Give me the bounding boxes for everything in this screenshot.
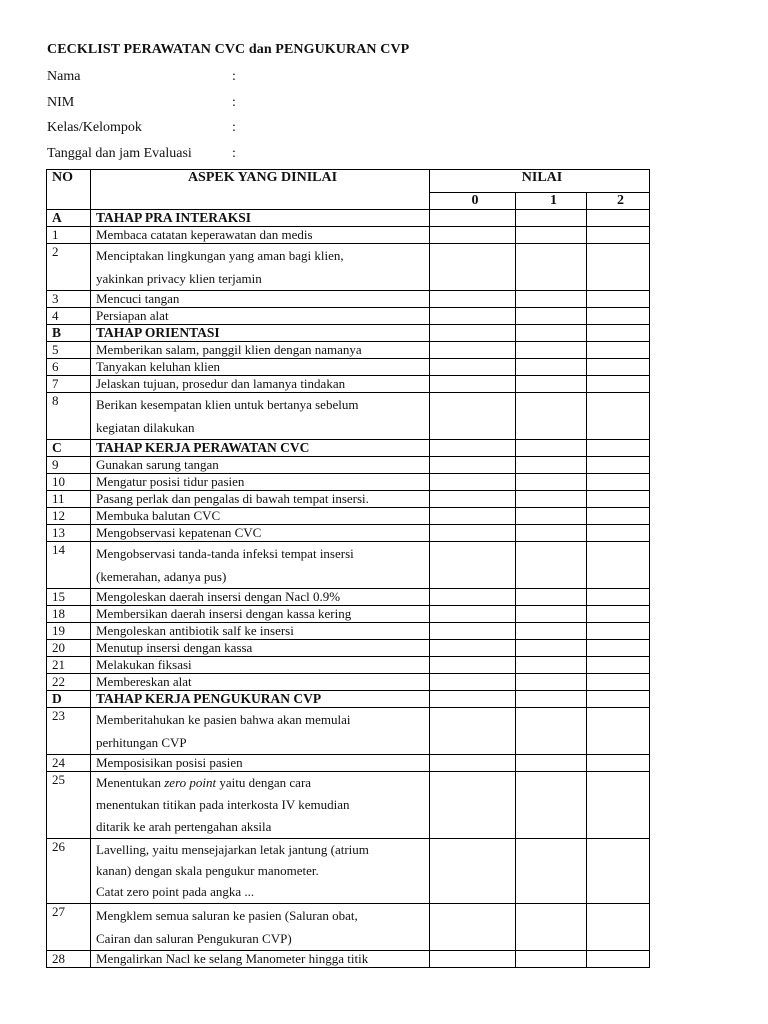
score-cell-0[interactable]	[430, 606, 516, 623]
row-aspect-text	[91, 440, 430, 457]
row-aspect-text	[91, 542, 430, 589]
row-aspect-text	[91, 691, 430, 708]
score-header-1: 1	[516, 193, 587, 210]
score-cell-0[interactable]	[430, 474, 516, 491]
field-nama	[47, 69, 236, 85]
score-cell-2[interactable]	[587, 308, 650, 325]
score-cell-0[interactable]	[430, 589, 516, 606]
score-cell-2[interactable]	[587, 708, 650, 755]
score-cell-2[interactable]	[587, 393, 650, 440]
row-aspect-text	[91, 657, 430, 674]
table-row	[47, 542, 650, 589]
table-row	[47, 491, 650, 508]
score-cell-2[interactable]	[587, 657, 650, 674]
score-cell-0[interactable]	[430, 542, 516, 589]
row-aspect-text	[91, 491, 430, 508]
aspect-line: TAHAP KERJA PENGUKURAN CVP	[96, 691, 322, 706]
table-row	[47, 904, 650, 951]
table-row	[47, 342, 650, 359]
row-number: 27	[47, 904, 91, 951]
row-aspect-text	[91, 640, 430, 657]
score-cell-2[interactable]	[587, 440, 650, 457]
row-number: 19	[47, 623, 91, 640]
score-cell-1[interactable]	[516, 325, 587, 342]
row-number: D	[47, 691, 91, 708]
field-nim	[47, 95, 236, 111]
aspect-line: Mengobservasi tanda-tanda infeksi tempat insersi	[96, 546, 354, 561]
row-number: 9	[47, 457, 91, 474]
aspect-line: Catat zero point pada angka ...	[96, 884, 255, 899]
field-colon: :	[232, 95, 236, 110]
score-cell-0[interactable]	[430, 440, 516, 457]
table-row	[47, 674, 650, 691]
checklist-rows	[47, 210, 650, 968]
row-aspect-text	[91, 376, 430, 393]
table-row	[47, 951, 650, 968]
row-aspect-text	[91, 244, 430, 291]
table-row	[47, 525, 650, 542]
document-title: CECKLIST PERAWATAN CVC dan PENGUKURAN CVP	[47, 42, 410, 57]
field-label: NIM	[47, 95, 75, 110]
score-cell-1[interactable]	[516, 542, 587, 589]
table-row	[47, 708, 650, 755]
aspect-line: (kemerahan, adanya pus)	[96, 569, 227, 584]
score-cell-2[interactable]	[587, 210, 650, 227]
row-aspect-text	[91, 951, 430, 968]
table-row	[47, 772, 650, 839]
aspect-text-emphasis: zero point	[164, 775, 217, 790]
score-cell-1[interactable]	[516, 525, 587, 542]
field-colon: :	[232, 69, 236, 84]
aspect-line: Memposisikan posisi pasien	[96, 755, 243, 770]
score-cell-1[interactable]	[516, 440, 587, 457]
score-cell-0[interactable]	[430, 657, 516, 674]
score-cell-1[interactable]	[516, 359, 587, 376]
score-cell-1[interactable]	[516, 457, 587, 474]
aspect-line: Tanyakan keluhan klien	[96, 359, 220, 374]
score-cell-0[interactable]	[430, 457, 516, 474]
score-cell-2[interactable]	[587, 640, 650, 657]
row-aspect-text	[91, 755, 430, 772]
row-number: 14	[47, 542, 91, 589]
aspect-line: menentukan titikan pada interkosta IV kemudian	[96, 797, 350, 812]
score-cell-1[interactable]	[516, 623, 587, 640]
score-cell-2[interactable]	[587, 772, 650, 839]
row-number: 5	[47, 342, 91, 359]
table-row	[47, 227, 650, 244]
score-cell-2[interactable]	[587, 589, 650, 606]
score-cell-2[interactable]	[587, 525, 650, 542]
row-aspect-text	[91, 308, 430, 325]
aspect-line: Mengatur posisi tidur pasien	[96, 474, 245, 489]
aspect-line: Persiapan alat	[96, 308, 169, 323]
row-aspect-text	[91, 606, 430, 623]
score-cell-0[interactable]	[430, 244, 516, 291]
row-aspect-text	[91, 674, 430, 691]
row-number: 22	[47, 674, 91, 691]
score-cell-1[interactable]	[516, 904, 587, 951]
score-cell-0[interactable]	[430, 525, 516, 542]
table-row	[47, 606, 650, 623]
header-no: NO	[47, 170, 91, 210]
score-cell-2[interactable]	[587, 244, 650, 291]
field-colon: :	[232, 120, 236, 135]
score-cell-2[interactable]	[587, 691, 650, 708]
table-row	[47, 508, 650, 525]
score-cell-0[interactable]	[430, 772, 516, 839]
field-label: Tanggal dan jam Evaluasi	[47, 146, 192, 161]
row-number: 6	[47, 359, 91, 376]
row-aspect-text	[91, 457, 430, 474]
score-cell-0[interactable]	[430, 708, 516, 755]
row-aspect-text	[91, 708, 430, 755]
score-cell-1[interactable]	[516, 951, 587, 968]
aspect-text-part: Menentukan	[96, 775, 165, 790]
score-cell-2[interactable]	[587, 755, 650, 772]
aspect-line: perhitungan CVP	[96, 735, 187, 750]
score-cell-1[interactable]	[516, 376, 587, 393]
table-row	[47, 755, 650, 772]
row-number: 1	[47, 227, 91, 244]
aspect-line: Membereskan alat	[96, 674, 192, 689]
row-number: 12	[47, 508, 91, 525]
row-number: 18	[47, 606, 91, 623]
row-number: 23	[47, 708, 91, 755]
score-cell-1[interactable]	[516, 308, 587, 325]
score-cell-0[interactable]	[430, 291, 516, 308]
aspect-line: TAHAP KERJA PERAWATAN CVC	[96, 440, 310, 455]
aspect-line: kanan) dengan skala pengukur manometer.	[96, 863, 319, 878]
table-row	[47, 457, 650, 474]
score-cell-1[interactable]	[516, 227, 587, 244]
row-number: 26	[47, 839, 91, 904]
section-row	[47, 440, 650, 457]
row-aspect-text	[91, 623, 430, 640]
row-number: 7	[47, 376, 91, 393]
aspect-line: Gunakan sarung tangan	[96, 457, 219, 472]
table-row	[47, 623, 650, 640]
row-number: 15	[47, 589, 91, 606]
row-number: 25	[47, 772, 91, 839]
score-cell-1[interactable]	[516, 393, 587, 440]
score-cell-1[interactable]	[516, 674, 587, 691]
score-header-2: 2	[587, 193, 650, 210]
score-cell-2[interactable]	[587, 325, 650, 342]
score-cell-2[interactable]	[587, 904, 650, 951]
aspect-line: Lavelling, yaitu mensejajarkan letak jantung (atrium	[96, 842, 369, 857]
aspect-line: Membuka balutan CVC	[96, 508, 221, 523]
row-aspect-text	[91, 342, 430, 359]
score-cell-1[interactable]	[516, 606, 587, 623]
score-cell-0[interactable]	[430, 308, 516, 325]
row-aspect-text	[91, 359, 430, 376]
score-cell-0[interactable]	[430, 325, 516, 342]
row-number: 21	[47, 657, 91, 674]
score-cell-1[interactable]	[516, 474, 587, 491]
table-row	[47, 376, 650, 393]
score-cell-2[interactable]	[587, 674, 650, 691]
field-label: Nama	[47, 69, 81, 84]
aspect-line: Berikan kesempatan klien untuk bertanya sebelum	[96, 397, 359, 412]
score-cell-2[interactable]	[587, 839, 650, 904]
score-cell-1[interactable]	[516, 508, 587, 525]
aspect-line: yakinkan privacy klien terjamin	[96, 271, 262, 286]
score-cell-2[interactable]	[587, 606, 650, 623]
row-number: 11	[47, 491, 91, 508]
aspect-line: Membersikan daerah insersi dengan kassa kering	[96, 606, 352, 621]
row-aspect-text	[91, 325, 430, 342]
aspect-line: Mencuci tangan	[96, 291, 180, 306]
score-cell-0[interactable]	[430, 691, 516, 708]
score-cell-0[interactable]	[430, 640, 516, 657]
row-number: 13	[47, 525, 91, 542]
score-header-0: 0	[430, 193, 516, 210]
aspect-line: ditarik ke arah pertengahan aksila	[96, 819, 272, 834]
score-cell-0[interactable]	[430, 623, 516, 640]
aspect-line: Membaca catatan keperawatan dan medis	[96, 227, 313, 242]
score-cell-2[interactable]	[587, 359, 650, 376]
header-aspek: ASPEK YANG DINILAI	[91, 170, 430, 210]
row-number: 8	[47, 393, 91, 440]
field-kelas	[47, 120, 236, 136]
aspect-line: kegiatan dilakukan	[96, 420, 195, 435]
row-number: 10	[47, 474, 91, 491]
field-tanggal	[47, 146, 236, 162]
row-aspect-text	[91, 291, 430, 308]
score-cell-0[interactable]	[430, 904, 516, 951]
score-cell-1[interactable]	[516, 291, 587, 308]
aspect-line: Mengklem semua saluran ke pasien (Saluran obat,	[96, 908, 358, 923]
score-cell-0[interactable]	[430, 210, 516, 227]
table-row	[47, 640, 650, 657]
row-aspect-text	[91, 393, 430, 440]
row-number: 3	[47, 291, 91, 308]
section-row	[47, 210, 650, 227]
row-aspect-text	[91, 210, 430, 227]
score-cell-2[interactable]	[587, 542, 650, 589]
checklist-table	[46, 169, 650, 968]
row-aspect-text	[91, 839, 430, 904]
aspect-line: Menciptakan lingkungan yang aman bagi klien,	[96, 248, 344, 263]
row-aspect-text	[91, 227, 430, 244]
score-cell-1[interactable]	[516, 210, 587, 227]
score-cell-1[interactable]	[516, 589, 587, 606]
table-row	[47, 359, 650, 376]
row-aspect-text	[91, 508, 430, 525]
score-cell-1[interactable]	[516, 342, 587, 359]
score-cell-1[interactable]	[516, 772, 587, 839]
aspect-line: Mengoleskan antibiotik salf ke insersi	[96, 623, 294, 638]
score-cell-0[interactable]	[430, 674, 516, 691]
row-number: 24	[47, 755, 91, 772]
table-row	[47, 589, 650, 606]
aspect-line: TAHAP ORIENTASI	[96, 325, 220, 340]
table-row	[47, 474, 650, 491]
score-cell-1[interactable]	[516, 657, 587, 674]
aspect-line: Pasang perlak dan pengalas di bawah tempat insersi.	[96, 491, 369, 506]
row-number: 2	[47, 244, 91, 291]
row-number: 28	[47, 951, 91, 968]
score-cell-2[interactable]	[587, 508, 650, 525]
score-cell-1[interactable]	[516, 691, 587, 708]
row-aspect-text	[91, 589, 430, 606]
aspect-line: Jelaskan tujuan, prosedur dan lamanya tindakan	[96, 376, 346, 391]
table-row	[47, 839, 650, 904]
row-aspect-text	[91, 904, 430, 951]
score-cell-2[interactable]	[587, 491, 650, 508]
row-aspect-text	[91, 474, 430, 491]
score-cell-0[interactable]	[430, 376, 516, 393]
score-cell-0[interactable]	[430, 342, 516, 359]
section-row	[47, 325, 650, 342]
row-aspect-text	[91, 772, 430, 839]
table-row	[47, 393, 650, 440]
score-cell-2[interactable]	[587, 951, 650, 968]
score-cell-0[interactable]	[430, 839, 516, 904]
score-cell-2[interactable]	[587, 291, 650, 308]
header-nilai: NILAI	[430, 170, 650, 193]
score-cell-1[interactable]	[516, 708, 587, 755]
score-cell-2[interactable]	[587, 227, 650, 244]
score-cell-0[interactable]	[430, 755, 516, 772]
score-cell-2[interactable]	[587, 474, 650, 491]
row-number: B	[47, 325, 91, 342]
score-cell-0[interactable]	[430, 508, 516, 525]
score-cell-2[interactable]	[587, 623, 650, 640]
score-cell-2[interactable]	[587, 342, 650, 359]
aspect-line: Memberitahukan ke pasien bahwa akan memulai	[96, 712, 351, 727]
score-cell-1[interactable]	[516, 244, 587, 291]
score-cell-0[interactable]	[430, 491, 516, 508]
field-colon: :	[232, 146, 236, 161]
field-label: Kelas/Kelompok	[47, 120, 142, 135]
table-row	[47, 244, 650, 291]
score-cell-0[interactable]	[430, 359, 516, 376]
row-number: C	[47, 440, 91, 457]
aspect-line: Mengoleskan daerah insersi dengan Nacl 0.9%	[96, 589, 341, 604]
table-row	[47, 657, 650, 674]
table-row	[47, 308, 650, 325]
aspect-line: Cairan dan saluran Pengukuran CVP)	[96, 931, 292, 946]
aspect-text-part: yaitu dengan cara	[216, 775, 312, 790]
row-number: 4	[47, 308, 91, 325]
score-cell-1[interactable]	[516, 491, 587, 508]
aspect-line: Melakukan fiksasi	[96, 657, 192, 672]
aspect-line: TAHAP PRA INTERAKSI	[96, 210, 252, 225]
row-number: 20	[47, 640, 91, 657]
score-cell-2[interactable]	[587, 376, 650, 393]
row-aspect-text	[91, 525, 430, 542]
row-number: A	[47, 210, 91, 227]
table-row	[47, 291, 650, 308]
aspect-line: Mengalirkan Nacl ke selang Manometer hingga titik	[96, 951, 369, 966]
score-cell-1[interactable]	[516, 755, 587, 772]
score-cell-1[interactable]	[516, 640, 587, 657]
score-cell-0[interactable]	[430, 227, 516, 244]
score-cell-2[interactable]	[587, 457, 650, 474]
score-cell-0[interactable]	[430, 951, 516, 968]
aspect-line: Mengobservasi kepatenan CVC	[96, 525, 262, 540]
section-row	[47, 691, 650, 708]
aspect-line: Menutup insersi dengan kassa	[96, 640, 253, 655]
aspect-line: Memberikan salam, panggil klien dengan namanya	[96, 342, 362, 357]
score-cell-0[interactable]	[430, 393, 516, 440]
score-cell-1[interactable]	[516, 839, 587, 904]
